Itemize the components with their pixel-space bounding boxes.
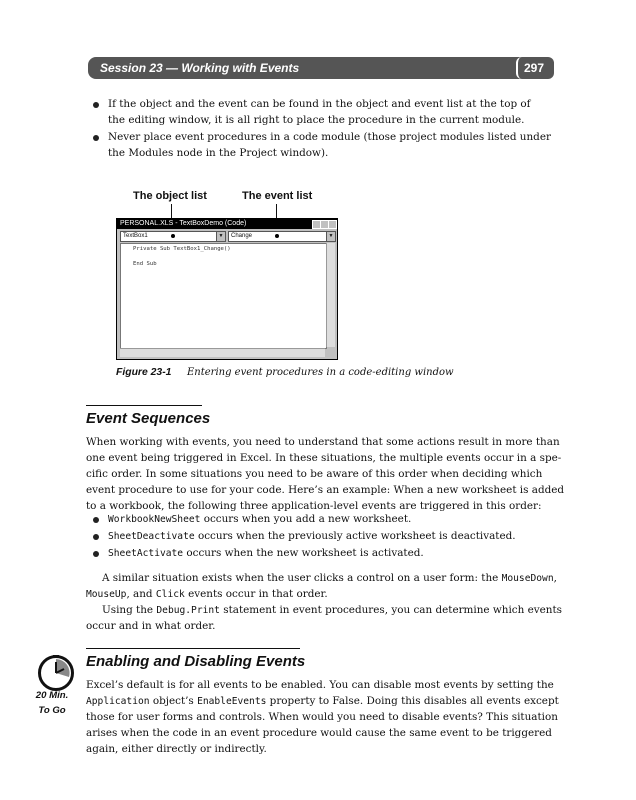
figure-caption-text: Entering event procedures in a code-editing window — [187, 367, 454, 378]
intro-bullet-1-line-2: the editing window, it is all right to place the procedure in the current module. — [108, 114, 525, 126]
text-run: statement in event procedures, you can determine which events — [219, 604, 562, 616]
clock-hands-icon — [38, 655, 74, 691]
figure-label-event-list: The event list — [242, 190, 313, 202]
event-bullet-2 — [108, 528, 516, 545]
text-run: property to False. Doing this disables all events except — [266, 695, 559, 707]
vertical-scrollbar[interactable] — [326, 243, 335, 347]
enabling-line-1: Excel’s default is for all events to be enabled. You can disable most events by setting the — [86, 679, 554, 691]
horizontal-scrollbar[interactable] — [120, 348, 325, 357]
code-inline: Debug.Print — [156, 605, 220, 616]
code-editor-title: PERSONAL.XLS - TextBoxDemo (Code) — [120, 220, 247, 227]
event-list-value: Change — [231, 233, 253, 239]
intro-bullet-2-line-1: Never place event procedures in a code module (those project modules listed under — [108, 131, 551, 143]
userform-para-line-1 — [102, 570, 557, 587]
event-bullet-1 — [108, 511, 411, 528]
margin-time-label: 20 Min. — [35, 690, 69, 701]
event-list-dropdown[interactable] — [228, 231, 336, 242]
bullet-dot — [93, 135, 99, 141]
enabling-line-3: those for user forms and controls. When would you need to disable events? This situation — [86, 711, 558, 723]
event-name-code: WorkbookNewSheet — [108, 514, 201, 525]
text-run: A similar situation exists when the user clicks a control on a user form: the — [102, 572, 502, 584]
bullet-dot — [93, 517, 99, 523]
code-line-end-sub: End Sub — [133, 261, 157, 267]
code-inline: EnableEvents — [197, 696, 267, 707]
event-seq-line-1: When working with events, you need to understand that some actions result in more than — [86, 436, 560, 448]
event-name-code: Click — [155, 589, 185, 600]
event-seq-line-4: event procedure to use for your code. Here’s an example: When a new worksheet is added — [86, 484, 565, 496]
event-bullet-text: occurs when you add a new worksheet. — [200, 513, 412, 525]
section-heading-enabling-events: Enabling and Disabling Events — [86, 653, 306, 670]
intro-bullet-2-line-2: the Modules node in the Project window). — [108, 147, 329, 159]
enabling-line-4: arises when the code in an event procedure would cause the same event to be triggered — [86, 727, 552, 739]
text-run: , and — [126, 588, 156, 600]
bullet-dot — [93, 534, 99, 540]
text-run: events occur in that order. — [184, 588, 328, 600]
chevron-down-icon[interactable]: ▼ — [216, 232, 225, 241]
chevron-down-icon[interactable]: ▼ — [326, 232, 335, 241]
debug-para-line-2: occur and in what order. — [86, 620, 216, 632]
event-name-code: SheetDeactivate — [108, 531, 195, 542]
code-pane[interactable] — [120, 243, 327, 349]
section-heading-event-sequences: Event Sequences — [86, 410, 211, 427]
enabling-line-5: again, either directly or indirectly. — [86, 743, 267, 755]
figure-label-object-list: The object list — [133, 190, 207, 202]
event-bullet-text: occurs when the new worksheet is activated. — [183, 547, 424, 559]
event-seq-line-3: cific order. In some situations you need to be aware of this order when deciding which — [86, 468, 543, 480]
page-number: 297 — [523, 61, 545, 75]
debug-para-line-1 — [102, 602, 562, 619]
event-seq-line-5: to a workbook, the following three application-level events are triggered in this order: — [86, 500, 542, 512]
callout-dot-event — [275, 234, 279, 238]
section-rule — [86, 405, 202, 406]
text-run: Using the — [102, 604, 157, 616]
enabling-line-2 — [86, 693, 559, 710]
figure-caption-number: Figure 23-1 — [116, 367, 172, 378]
running-header-title: Session 23 — Working with Events — [100, 61, 300, 75]
bullet-dot — [93, 102, 99, 108]
event-name-code: SheetActivate — [108, 548, 184, 559]
margin-to-go-label: To Go — [38, 705, 66, 716]
event-bullet-text: occurs when the previously active worksheet is deactivated. — [194, 530, 516, 542]
bullet-dot — [93, 551, 99, 557]
event-seq-line-2: one event being triggered in Excel. In these situations, the multiple events occur in a spe- — [86, 452, 562, 464]
userform-para-line-2 — [86, 586, 328, 603]
section-rule — [86, 648, 300, 649]
event-name-code: MouseDown — [501, 573, 554, 584]
close-icon[interactable] — [328, 220, 337, 229]
intro-bullet-1-line-1: If the object and the event can be found in the object and event list at the top of — [108, 98, 531, 110]
event-name-code: MouseUp — [86, 589, 127, 600]
code-inline: Application — [86, 696, 150, 707]
text-run: , — [553, 572, 557, 584]
code-editor-window — [116, 218, 338, 360]
event-bullet-3 — [108, 545, 424, 562]
code-line-sub: Private Sub TextBox1_Change() — [133, 246, 231, 252]
callout-dot-object — [171, 234, 175, 238]
object-list-value: TextBox1 — [123, 233, 148, 239]
code-editor-titlebar — [117, 219, 337, 229]
text-run: object’s — [149, 695, 198, 707]
